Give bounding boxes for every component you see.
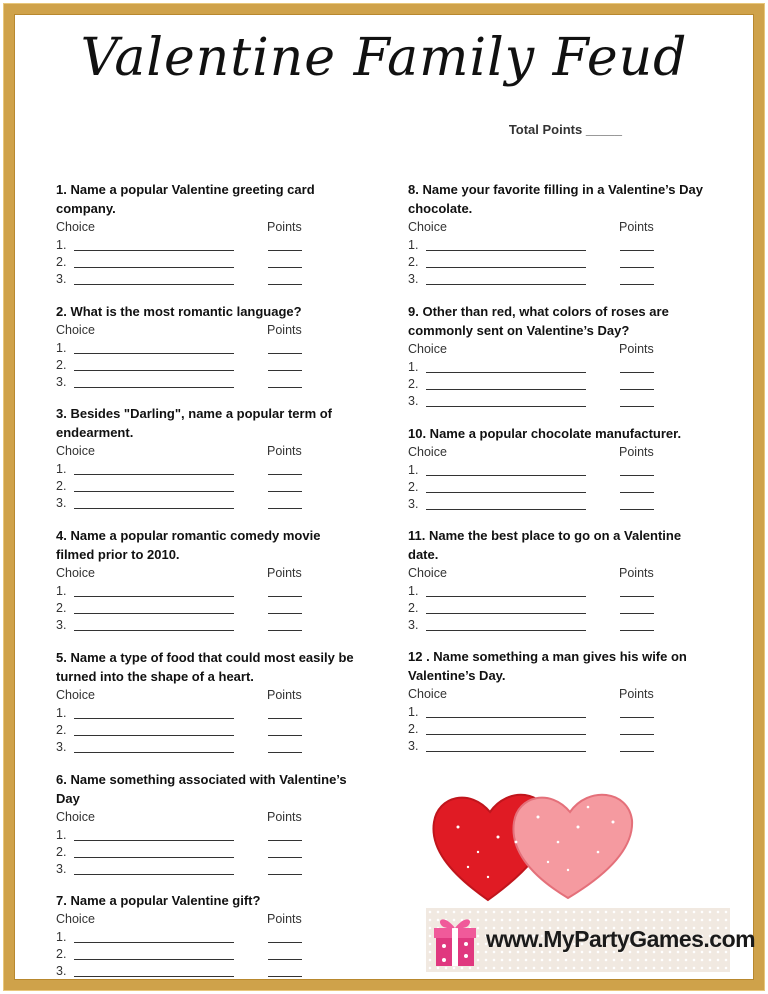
answer-line[interactable] bbox=[74, 630, 234, 631]
points-line[interactable] bbox=[268, 735, 302, 736]
answer-line[interactable] bbox=[74, 718, 234, 719]
answer-line[interactable] bbox=[74, 284, 234, 285]
points-line[interactable] bbox=[268, 718, 302, 719]
points-line[interactable] bbox=[620, 734, 654, 735]
answer-row bbox=[56, 600, 356, 617]
points-header: Points bbox=[619, 445, 654, 459]
row-number: 2. bbox=[56, 601, 67, 615]
row-number: 1. bbox=[408, 463, 419, 477]
points-line[interactable] bbox=[268, 630, 302, 631]
answer-row bbox=[408, 583, 708, 600]
row-number: 1. bbox=[56, 706, 67, 720]
column-headers bbox=[56, 809, 356, 827]
answer-row bbox=[56, 827, 356, 844]
row-number: 2. bbox=[408, 722, 419, 736]
answer-line[interactable] bbox=[74, 250, 234, 251]
answer-line[interactable] bbox=[74, 474, 234, 475]
answer-row bbox=[56, 861, 356, 878]
answer-row bbox=[408, 376, 708, 393]
answer-line[interactable] bbox=[426, 509, 586, 510]
answer-line[interactable] bbox=[426, 475, 586, 476]
answer-row bbox=[56, 357, 356, 374]
points-line[interactable] bbox=[268, 874, 302, 875]
column-headers bbox=[408, 444, 708, 462]
points-line[interactable] bbox=[620, 492, 654, 493]
website-text: www.MyPartyGames.com bbox=[486, 926, 756, 952]
question-text: 3. Besides "Darling", name a popular term of endearment. bbox=[56, 406, 333, 440]
answer-row bbox=[408, 721, 708, 738]
row-number: 3. bbox=[56, 496, 67, 510]
points-header: Points bbox=[267, 688, 302, 702]
points-header: Points bbox=[619, 220, 654, 234]
answer-row bbox=[56, 946, 356, 963]
row-number: 3. bbox=[56, 964, 67, 978]
question-text: 11. Name the best place to go on a Valentine date. bbox=[408, 528, 682, 562]
answer-line[interactable] bbox=[426, 372, 586, 373]
pink-heart-icon bbox=[513, 795, 632, 898]
points-line[interactable] bbox=[268, 370, 302, 371]
row-number: 3. bbox=[56, 740, 67, 754]
question-block bbox=[56, 891, 356, 980]
points-line[interactable] bbox=[620, 475, 654, 476]
question-block bbox=[408, 424, 708, 513]
row-number: 3. bbox=[56, 375, 67, 389]
column-headers bbox=[408, 219, 708, 237]
row-number: 1. bbox=[56, 462, 67, 476]
answer-line[interactable] bbox=[74, 596, 234, 597]
answer-line[interactable] bbox=[74, 353, 234, 354]
points-line[interactable] bbox=[620, 267, 654, 268]
answer-line[interactable] bbox=[74, 508, 234, 509]
answer-row bbox=[408, 254, 708, 271]
answer-row bbox=[56, 340, 356, 357]
answer-row bbox=[56, 271, 356, 288]
answer-row bbox=[408, 738, 708, 755]
answer-row bbox=[56, 963, 356, 980]
row-number: 2. bbox=[56, 723, 67, 737]
choice-header: Choice bbox=[56, 444, 95, 458]
points-line[interactable] bbox=[268, 267, 302, 268]
row-number: 3. bbox=[408, 272, 419, 286]
gift-box-icon bbox=[432, 912, 478, 968]
row-number: 2. bbox=[408, 480, 419, 494]
question-text: 12 . Name something a man gives his wife on Valentine’s Day. bbox=[408, 649, 687, 683]
answer-line[interactable] bbox=[426, 284, 586, 285]
row-number: 2. bbox=[56, 255, 67, 269]
row-number: 2. bbox=[56, 358, 67, 372]
column-headers bbox=[56, 443, 356, 461]
row-number: 3. bbox=[408, 739, 419, 753]
row-number: 2. bbox=[408, 255, 419, 269]
row-number: 3. bbox=[408, 394, 419, 408]
answer-row bbox=[408, 237, 708, 254]
points-header: Points bbox=[267, 810, 302, 824]
answer-line[interactable] bbox=[74, 752, 234, 753]
answer-row bbox=[56, 254, 356, 271]
choice-header: Choice bbox=[408, 445, 447, 459]
column-headers bbox=[56, 322, 356, 340]
total-points: Total Points _____ bbox=[508, 122, 622, 137]
answer-line[interactable] bbox=[426, 734, 586, 735]
answer-row bbox=[56, 617, 356, 634]
points-line[interactable] bbox=[620, 717, 654, 718]
answer-row bbox=[56, 461, 356, 478]
points-header: Points bbox=[267, 323, 302, 337]
answer-row bbox=[56, 844, 356, 861]
question-text: 10. Name a popular chocolate manufacturer. bbox=[408, 426, 682, 441]
choice-header: Choice bbox=[408, 220, 447, 234]
points-line[interactable] bbox=[268, 613, 302, 614]
question-text: 4. Name a popular romantic comedy movie filmed prior to 2010. bbox=[56, 528, 321, 562]
answer-line[interactable] bbox=[426, 389, 586, 390]
column-headers bbox=[408, 341, 708, 359]
choice-header: Choice bbox=[56, 323, 95, 337]
points-line[interactable] bbox=[620, 372, 654, 373]
row-number: 3. bbox=[56, 618, 67, 632]
points-line[interactable] bbox=[620, 406, 654, 407]
answer-line[interactable] bbox=[426, 751, 586, 752]
question-block bbox=[408, 180, 708, 288]
answer-row bbox=[56, 478, 356, 495]
answer-line[interactable] bbox=[74, 267, 234, 268]
points-line[interactable] bbox=[268, 491, 302, 492]
points-header: Points bbox=[267, 912, 302, 926]
points-line[interactable] bbox=[268, 596, 302, 597]
points-line[interactable] bbox=[268, 976, 302, 977]
column-headers bbox=[56, 565, 356, 583]
answer-line[interactable] bbox=[74, 857, 234, 858]
choice-header: Choice bbox=[408, 566, 447, 580]
answer-line[interactable] bbox=[74, 735, 234, 736]
hearts-illustration bbox=[428, 782, 668, 902]
choice-header: Choice bbox=[56, 220, 95, 234]
answer-line[interactable] bbox=[74, 959, 234, 960]
choice-header: Choice bbox=[408, 342, 447, 356]
question-text: 7. Name a popular Valentine gift? bbox=[56, 893, 261, 908]
column-headers bbox=[408, 686, 708, 704]
points-line[interactable] bbox=[268, 387, 302, 388]
points-line[interactable] bbox=[620, 284, 654, 285]
points-line[interactable] bbox=[268, 250, 302, 251]
points-line[interactable] bbox=[620, 613, 654, 614]
points-header: Points bbox=[267, 444, 302, 458]
answer-row bbox=[408, 359, 708, 376]
points-header: Points bbox=[619, 566, 654, 580]
row-number: 3. bbox=[408, 618, 419, 632]
row-number: 1. bbox=[408, 705, 419, 719]
points-line[interactable] bbox=[620, 596, 654, 597]
answer-row bbox=[56, 495, 356, 512]
question-block bbox=[56, 302, 356, 391]
row-number: 1. bbox=[56, 341, 67, 355]
answer-row bbox=[56, 739, 356, 756]
row-number: 2. bbox=[56, 479, 67, 493]
answer-line[interactable] bbox=[426, 267, 586, 268]
points-line[interactable] bbox=[620, 630, 654, 631]
row-number: 2. bbox=[56, 845, 67, 859]
answer-line[interactable] bbox=[74, 613, 234, 614]
choice-header: Choice bbox=[56, 688, 95, 702]
points-line[interactable] bbox=[268, 752, 302, 753]
question-block bbox=[56, 526, 356, 634]
points-line[interactable] bbox=[268, 508, 302, 509]
question-block bbox=[56, 404, 356, 512]
answer-row bbox=[408, 393, 708, 410]
points-line[interactable] bbox=[268, 284, 302, 285]
column-headers bbox=[56, 911, 356, 929]
points-header: Points bbox=[619, 687, 654, 701]
answer-line[interactable] bbox=[426, 613, 586, 614]
answer-line[interactable] bbox=[74, 942, 234, 943]
answer-line[interactable] bbox=[74, 370, 234, 371]
question-block bbox=[408, 647, 708, 755]
points-line[interactable] bbox=[620, 389, 654, 390]
choice-header: Choice bbox=[56, 912, 95, 926]
points-header: Points bbox=[619, 342, 654, 356]
row-number: 1. bbox=[56, 828, 67, 842]
row-number: 3. bbox=[56, 862, 67, 876]
points-line[interactable] bbox=[620, 751, 654, 752]
question-block bbox=[408, 526, 708, 634]
answer-row bbox=[408, 271, 708, 288]
answer-line[interactable] bbox=[74, 491, 234, 492]
question-text: 8. Name your favorite filling in a Valentine’s Day chocolate. bbox=[408, 182, 704, 216]
points-line[interactable] bbox=[268, 942, 302, 943]
row-number: 3. bbox=[408, 497, 419, 511]
page-title: Valentine Family Feud bbox=[80, 28, 688, 88]
points-line[interactable] bbox=[620, 250, 654, 251]
answer-row bbox=[408, 479, 708, 496]
answer-line[interactable] bbox=[74, 976, 234, 977]
points-line[interactable] bbox=[268, 857, 302, 858]
choice-header: Choice bbox=[408, 687, 447, 701]
row-number: 1. bbox=[408, 360, 419, 374]
points-line[interactable] bbox=[268, 840, 302, 841]
answer-line[interactable] bbox=[74, 840, 234, 841]
website-banner bbox=[426, 908, 756, 972]
points-line[interactable] bbox=[268, 474, 302, 475]
answer-line[interactable] bbox=[426, 630, 586, 631]
answer-line[interactable] bbox=[426, 492, 586, 493]
row-number: 1. bbox=[56, 584, 67, 598]
question-text: 5. Name a type of food that could most easily be turned into the shape of a heart. bbox=[56, 650, 354, 684]
question-text: 6. Name something associated with Valentine’s Day bbox=[56, 772, 347, 806]
row-number: 1. bbox=[56, 238, 67, 252]
answer-row bbox=[56, 583, 356, 600]
points-header: Points bbox=[267, 566, 302, 580]
answer-row bbox=[408, 617, 708, 634]
column-headers bbox=[408, 565, 708, 583]
answer-row bbox=[408, 600, 708, 617]
answer-row bbox=[56, 722, 356, 739]
answer-line[interactable] bbox=[74, 874, 234, 875]
question-block bbox=[56, 180, 356, 288]
question-text: 2. What is the most romantic language? bbox=[56, 304, 302, 319]
answer-row bbox=[56, 929, 356, 946]
answer-row bbox=[408, 496, 708, 513]
row-number: 1. bbox=[408, 584, 419, 598]
row-number: 1. bbox=[56, 930, 67, 944]
points-line[interactable] bbox=[268, 353, 302, 354]
answer-row bbox=[408, 462, 708, 479]
answer-line[interactable] bbox=[426, 596, 586, 597]
choice-header: Choice bbox=[56, 810, 95, 824]
row-number: 2. bbox=[408, 377, 419, 391]
answer-line[interactable] bbox=[426, 250, 586, 251]
choice-header: Choice bbox=[56, 566, 95, 580]
question-block bbox=[408, 302, 708, 410]
points-line[interactable] bbox=[268, 959, 302, 960]
question-text: 1. Name a popular Valentine greeting card company. bbox=[56, 182, 315, 216]
answer-row bbox=[56, 705, 356, 722]
question-block bbox=[56, 648, 356, 756]
row-number: 1. bbox=[408, 238, 419, 252]
answer-row bbox=[56, 237, 356, 254]
answer-row bbox=[408, 704, 708, 721]
answer-line[interactable] bbox=[426, 406, 586, 407]
column-headers bbox=[56, 219, 356, 237]
column-headers bbox=[56, 687, 356, 705]
points-line[interactable] bbox=[620, 509, 654, 510]
answer-line[interactable] bbox=[426, 717, 586, 718]
row-number: 2. bbox=[408, 601, 419, 615]
points-header: Points bbox=[267, 220, 302, 234]
answer-row bbox=[56, 374, 356, 391]
question-text: 9. Other than red, what colors of roses are commonly sent on Valentine’s Day? bbox=[408, 304, 669, 338]
question-block bbox=[56, 770, 356, 878]
row-number: 2. bbox=[56, 947, 67, 961]
answer-line[interactable] bbox=[74, 387, 234, 388]
row-number: 3. bbox=[56, 272, 67, 286]
